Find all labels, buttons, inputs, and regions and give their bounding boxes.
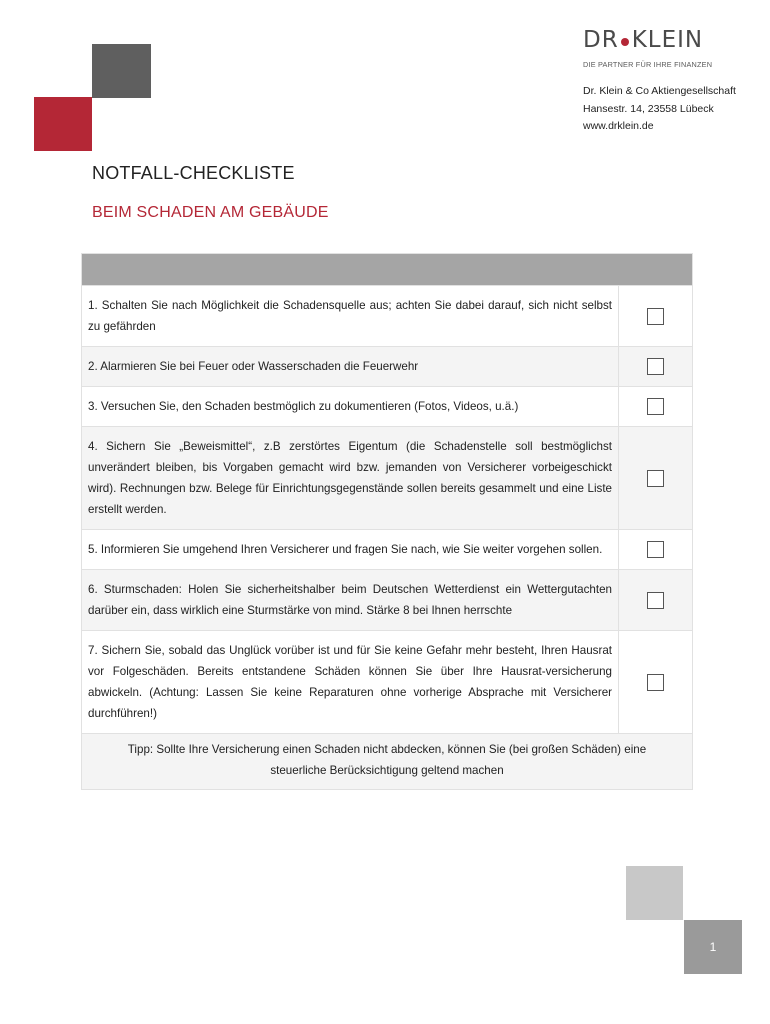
checkbox[interactable] <box>647 674 664 691</box>
company-name: Dr. Klein & Co Aktiengesellschaft <box>583 85 736 97</box>
checklist-item-text: 2. Alarmieren Sie bei Feuer oder Wasserschaden die Feuerwehr <box>82 347 619 386</box>
page-number: 1 <box>684 920 742 974</box>
page-title: NOTFALL-CHECKLISTE <box>92 163 295 183</box>
checkbox[interactable] <box>647 308 664 325</box>
checklist-item-text: 1. Schalten Sie nach Möglichkeit die Schadensquelle aus; achten Sie dabei darauf, sich nicht selbst zu gefährden <box>82 286 619 346</box>
checklist-table <box>81 253 693 790</box>
logo-dot-icon <box>621 38 629 46</box>
decorative-square-red <box>34 97 92 151</box>
checkbox[interactable] <box>647 592 664 609</box>
checklist-row <box>82 569 692 630</box>
checkbox[interactable] <box>647 358 664 375</box>
checklist-row <box>82 529 692 569</box>
checkbox[interactable] <box>647 541 664 558</box>
checklist-item-text: 4. Sichern Sie „Beweismittel“, z.B zerstörtes Eigentum (die Schadenstelle soll bestmöglichst unverändert bleiben, bis Vorgaben gemacht wird bzw. jemanden von Versicherer vorbeigeschickt wird). Rechnungen bzw. Belege für Einrichtungsgegenstände sollen bereits gesammelt und eine Liste erstellt werden. <box>82 427 619 529</box>
tip-text: Tipp: Sollte Ihre Versicherung einen Schaden nicht abdecken, können Sie (bei großen Schäden) eine steuerliche Berücksichtigung geltend machen <box>82 733 692 789</box>
checklist-row <box>82 386 692 426</box>
decorative-square-light <box>626 866 683 920</box>
checkbox[interactable] <box>647 398 664 415</box>
logo-wordmark: DR KLEIN <box>583 27 704 53</box>
logo-tagline: DIE PARTNER FÜR IHRE FINANZEN <box>583 60 713 69</box>
checklist-item-text: 3. Versuchen Sie, den Schaden bestmöglich zu dokumentieren (Fotos, Videos, u.ä.) <box>82 387 619 426</box>
checklist-row <box>82 426 692 529</box>
decorative-square-dark <box>92 44 151 98</box>
checkbox[interactable] <box>647 470 664 487</box>
checklist-row <box>82 346 692 386</box>
checklist-item-text: 5. Informieren Sie umgehend Ihren Versicherer und fragen Sie nach, wie Sie weiter vorgehen sollen. <box>82 530 619 569</box>
checklist-item-text: 7. Sichern Sie, sobald das Unglück vorüber ist und für Sie keine Gefahr mehr besteht, Ihren Hausrat vor Folgeschäden. Bereits entstandene Schäden können Sie über Ihre Hausrat-versicherung abwickeln. (Achtung: Lassen Sie keine Reparaturen ohne vorherige Absprache mit Versicherer durchführen!) <box>82 631 619 733</box>
company-logo <box>583 28 733 69</box>
page-subtitle: BEIM SCHADEN AM GEBÄUDE <box>92 204 329 221</box>
table-header-bar <box>82 254 692 285</box>
checklist-row <box>82 630 692 733</box>
company-address <box>583 83 736 136</box>
company-street: Hansestr. 14, 23558 Lübeck <box>583 102 714 115</box>
checklist-row <box>82 285 692 346</box>
company-website: www.drklein.de <box>583 120 654 132</box>
checklist-item-text: 6. Sturmschaden: Holen Sie sicherheitshalber beim Deutschen Wetterdienst ein Wettergutachten darüber ein, dass wirklich eine Sturmstärke von mind. Stärke 8 bei Ihnen herrschte <box>82 570 619 630</box>
